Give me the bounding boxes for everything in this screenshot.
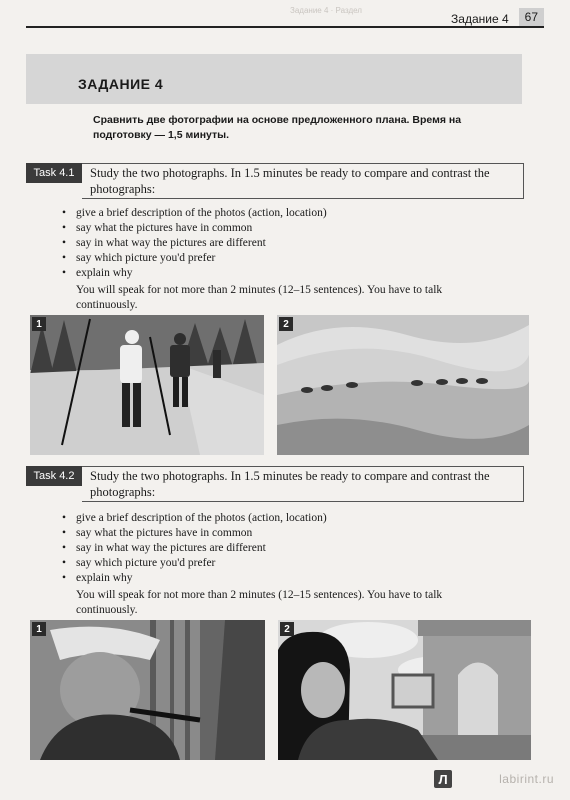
photo-number: 1 bbox=[32, 317, 46, 331]
bullet-item: • say in what way the pictures are different bbox=[76, 541, 327, 556]
task-header-2 bbox=[26, 466, 522, 502]
bullet-item: • say what the pictures have in common bbox=[76, 221, 327, 236]
task-instruction: Study the two photographs. In 1.5 minutes be ready to compare and contrast the photographs: bbox=[90, 166, 490, 196]
bullet-item: • say which picture you'd prefer bbox=[76, 556, 327, 571]
task-label: Task 4.2 bbox=[26, 466, 82, 486]
section-title: Задание 4 bbox=[451, 12, 509, 26]
watermark-site: labirint.ru bbox=[499, 772, 554, 786]
photo-number: 2 bbox=[279, 317, 293, 331]
skiers-photo bbox=[30, 315, 264, 455]
bullet-item: • say which picture you'd prefer bbox=[76, 251, 327, 266]
bullet-item: • give a brief description of the photos (action, location) bbox=[76, 206, 327, 221]
header-rule bbox=[26, 26, 544, 28]
bullet-item: • explain why bbox=[76, 571, 327, 586]
hunter-image bbox=[30, 620, 265, 760]
tourist-arch-photo bbox=[278, 620, 531, 760]
photo-number: 1 bbox=[32, 622, 46, 636]
watermark-logo: Л bbox=[434, 770, 452, 788]
task-bullets-2 bbox=[76, 511, 327, 586]
bullet-item: • give a brief description of the photos (action, location) bbox=[76, 511, 327, 526]
desert-caravan-photo bbox=[277, 315, 529, 455]
desert-image bbox=[277, 315, 529, 455]
page-number: 67 bbox=[519, 8, 544, 26]
bleed-through-text: Задание 4 · Раздел bbox=[290, 6, 362, 15]
hunter-photo bbox=[30, 620, 265, 760]
section-banner bbox=[26, 54, 522, 104]
header-right bbox=[451, 8, 544, 26]
task-header-1 bbox=[26, 163, 522, 199]
banner-title: ЗАДАНИЕ 4 bbox=[78, 76, 164, 92]
tourist-image bbox=[278, 620, 531, 760]
bullet-item: • say in what way the pictures are different bbox=[76, 236, 327, 251]
intro-text: Сравнить две фотографии на основе предложенного плана. Время на подготовку — 1,5 минуты. bbox=[93, 114, 462, 141]
task-bullets-1 bbox=[76, 206, 327, 281]
bullet-item: • explain why bbox=[76, 266, 327, 281]
page-header bbox=[26, 8, 544, 30]
bullet-item: • say what the pictures have in common bbox=[76, 526, 327, 541]
task-label: Task 4.1 bbox=[26, 163, 82, 183]
task-note: You will speak for not more than 2 minutes (12–15 sentences). You have to talk continuously. bbox=[76, 284, 443, 311]
task-note: You will speak for not more than 2 minutes (12–15 sentences). You have to talk continuously. bbox=[76, 589, 443, 616]
photo-number: 2 bbox=[280, 622, 294, 636]
task-instruction: Study the two photographs. In 1.5 minutes be ready to compare and contrast the photographs: bbox=[90, 469, 490, 499]
skiers-image bbox=[30, 315, 264, 455]
